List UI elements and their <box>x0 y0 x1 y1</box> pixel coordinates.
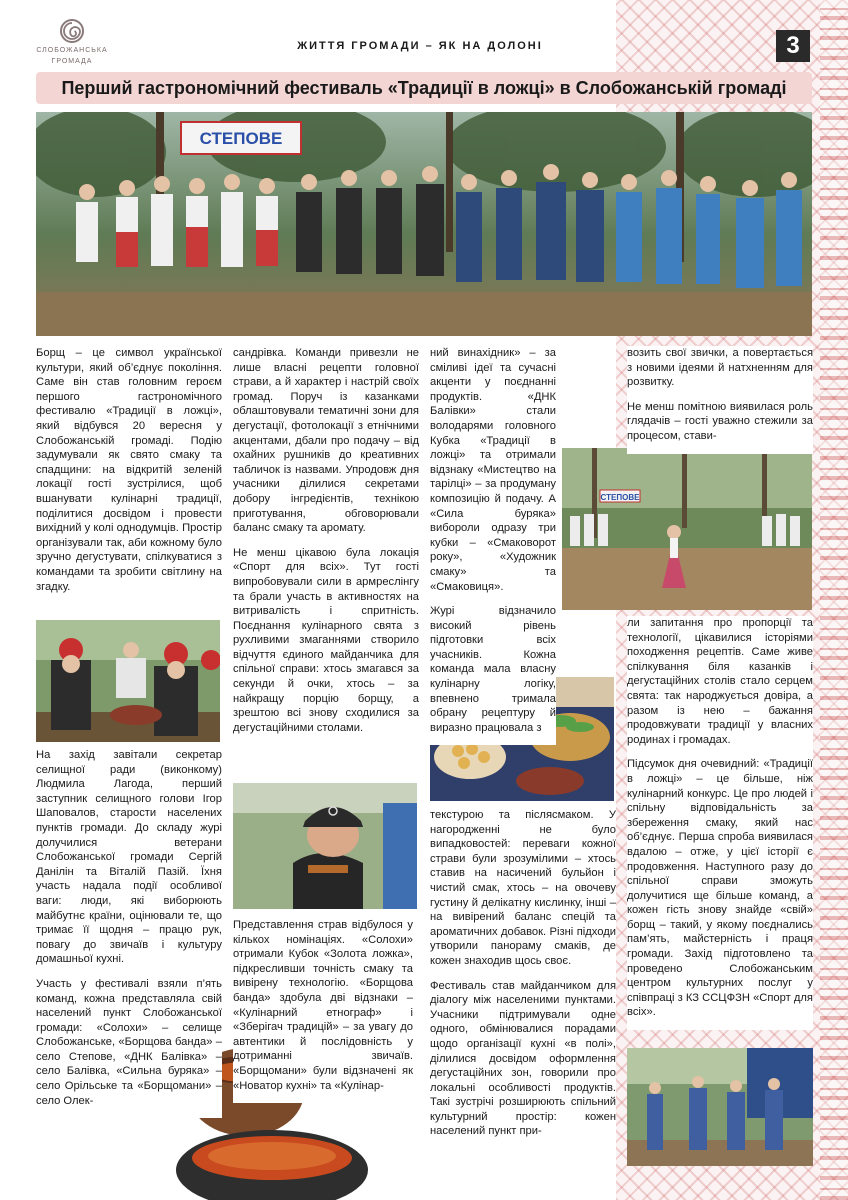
logo-line-2: ГРОМАДА <box>51 58 93 65</box>
paragraph: ли запитання про пропорції та технології, цікавилися історіями походження рецептів. Саме живе спілкування біля казанків і дегустаційних столів стало серцем свята: так народжується довіра, а разом із нею – бажання продовжувати традиції у власних родинах і громадах. <box>627 617 813 746</box>
paragraph: Не менш цікавою була локація «Спорт для всіх». Тут гості випробовували сили в армреслінгу та брали участь в активностях на витривалість і спритність. Поєднання кулінарного свята з рухливими змаганнями створило відчуття єдиного майданчика для спільної справи: хтось змагався за секунди й очки, хтось – за найкращу порцію борщу, а зрештою всі знову сходилися за дегустаційними столами. <box>233 546 419 734</box>
awards-photo <box>627 1048 813 1166</box>
logo-line-1: СЛОБОЖАНСЬКА <box>36 47 108 54</box>
cooking-photo <box>36 620 220 742</box>
dance-performance-photo <box>562 448 812 610</box>
paragraph: ний винахідник» – за сміливі ідеї та сучасні акценти у поєднанні продуктів. «ДНК Балівки» стали володарями головного Кубка «Традиції в ложці» та отримали відзнаку «Мистецтво на тарілці» – за продуману композицію й подачу. А «Сила буряка» вибороли одразу три кубки – «Смаковорот року», «Художник смаку» та «Смаковиця». <box>430 347 556 593</box>
paragraph: текстурою та післясмаком. У нагородженні не було випадковостей: переваги кожної страви були зрозумілими – хтось ставив на насичений бульйон і чистий смак, хтось – на овочеву густину й делікатну кислинку, інші – на вивірений баланс спецій та ароматичних добавок. Різні підходи утворили панораму смаків, де кожен знаходив щось своє. <box>430 809 616 967</box>
headline-bar <box>36 72 812 104</box>
group-photo <box>36 112 812 336</box>
paragraph: сандрівка. Команди привезли не лише власні рецепти головної страви, а й характер і настрій своїх громад. Поруч із казанками облаштовували тематичні зони для дегустації, фотолокації з етнічними акцентами, дбали про подачу – від охайних рушників до креативних табличок із назвами. Упродовж дня учасники ділилися секретами добору інгредієнтів, технікою приготування, обговорювали баланс смаку та аромату. <box>233 347 419 535</box>
column-1-part-2 <box>36 748 222 1118</box>
column-3-part-1 <box>430 346 556 745</box>
column-2-part-1 <box>233 346 419 745</box>
article-headline: Перший гастрономічний фестиваль «Традиції в ложці» в Слобожанській громаді <box>61 77 787 98</box>
community-logo <box>30 18 114 66</box>
paragraph: Не менш помітною виявилася роль глядачів – гості уважно стежили за процесом, стави- <box>627 400 813 442</box>
ornament-border <box>820 0 848 1200</box>
paragraph: На захід завітали секретар селищної ради (виконкому) Людмила Лагода, перший заступник селищного голови Ігор Шаповалов, старости населених пунктів громади. До складу журі долучилися ветерани Слобожанської громади Сергій Данілін та Віталій Пазій. Їхня участь надала події особливої ваги: люди, які виборюють майбутнє країни, оцінювали те, що тримає її щодня – працю рук, повагу до звичаїв і культуру домашньої кухні. <box>36 749 222 966</box>
paragraph: Борщ – це символ української культури, який об’єднує покоління. Саме він став головним героєм першого гастрономічного фестивалю «Традиції в ложці», який відбувся 20 вересня у Слобожанській громаді. Подію задумували як свято смаку та спадщини: на відкритій зеленій локації гості зустрілися, щоб вшанувати кулінарні традиції, поділитися досвідом і провести вихідний у колі однодумців. Простір організували так, аби кожному було зручно дегустувати, спілкуватися з командами та зробити світлину на згадку. <box>36 347 222 593</box>
running-head: ЖИТТЯ ГРОМАДИ – ЯК НА ДОЛОНІ <box>297 40 543 52</box>
column-2-part-2 <box>233 918 413 1103</box>
column-4-part-2 <box>627 616 813 1030</box>
paragraph: Журі відзначило високий рівень підготовки всіх учасників. Кожна команда мала власну кулінарну логіку, впевнено тримала обрану рецептуру й виразно працювала з <box>430 605 556 734</box>
stepove-sign: СТЕПОВЕ <box>199 129 283 148</box>
column-3-part-2 <box>430 808 616 1149</box>
paragraph: Фестиваль став майданчиком для діалогу між населеними пунктами. Учасники підтримували одне одного, обмінювалися порадами щодо організації кухні «в полі», ділилися досвідом оформлення дегустаційних зон, говорили про локальні особливості продуктів. Такі зустрічі розширюють спільний культурний простір: кожен населений пункт при- <box>430 979 616 1138</box>
paragraph: Представлення страв відбулося у кількох номінаціях. «Солохи» отримали Кубок «Золота ложка», підкресливши точність смаку та вивірену технологію. «Борщова банда» здобула дві відзнаки – «Кулінарний етнограф» і «Зберігач традицій» – за увагу до автентики й послідовність у дотриманні звичаїв. «Борщомани» були відзначені як «Новатор кухні» та «Кулінар- <box>233 919 413 1092</box>
tasting-photo <box>233 783 417 909</box>
paragraph: Підсумок дня очевидний: «Традиції в ложці» – це більше, ніж кулінарний конкурс. Це про людей і спільну відповідальність за збереження смаку, який нас об’єднує. Перша спроба виявилася вдалою – отже, у цієї історії є продовження. Наступного разу до спільної справи зможуть долучитися ще більше команд, а кожен гість знову знайде «свій» борщ – такий, у якому поєднались пам’ять, майстерність і праця громади. Захід підготовлено та проведено Слобожанським центром культурних послуг у співпраці з КЗ ССЦФЗН «Спорт для всіх». <box>627 758 813 1019</box>
stepove-sign-small: СТЕПОВЕ <box>600 493 640 502</box>
page-number: 3 <box>776 30 810 62</box>
column-1-part-1 <box>36 346 222 604</box>
spiral-logo-icon <box>59 18 85 44</box>
column-4-part-1 <box>627 346 813 454</box>
paragraph: Участь у фестивалі взяли п’ять команд, кожна представляла свій населений пункт Слобожанської громади: «Солохи» – селище Слобожанське, «Борщова банда» – село Степове, «ДНК Балівка» – село Балівка, «Сильна буряка» – село Орільське та «Борщомани» – село Олек- <box>36 977 222 1107</box>
paragraph: возить свої звички, а повертається з новими ідеями й натхненням для розвитку. <box>627 347 813 389</box>
